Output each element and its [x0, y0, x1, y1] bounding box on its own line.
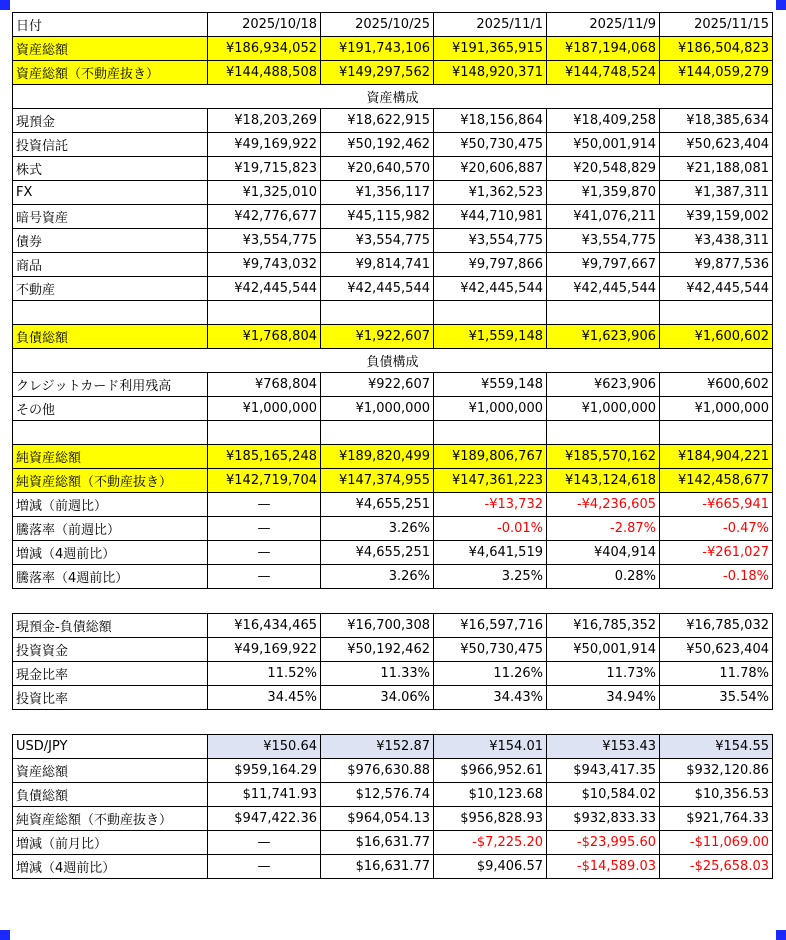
value-cell[interactable]: $921,764.33 [660, 807, 773, 831]
row-label-cell[interactable]: 商品 [13, 253, 208, 277]
value-cell[interactable]: $16,631.77 [321, 855, 434, 879]
value-cell[interactable]: ¥1,362,523 [434, 181, 547, 205]
value-cell[interactable]: ¥42,445,544 [321, 277, 434, 301]
value-cell[interactable]: — [208, 565, 321, 589]
row-label-cell[interactable]: USD/JPY [13, 735, 208, 759]
value-cell[interactable]: ¥189,820,499 [321, 445, 434, 469]
value-cell[interactable]: 3.26% [321, 517, 434, 541]
value-cell[interactable] [208, 301, 321, 325]
value-cell[interactable]: ¥144,059,279 [660, 61, 773, 85]
value-cell[interactable] [321, 301, 434, 325]
row-label-cell[interactable]: 現預金-負債総額 [13, 614, 208, 638]
main-table [12, 12, 773, 589]
table-row [13, 686, 773, 710]
table-row [13, 614, 773, 638]
value-cell[interactable]: ¥152.87 [321, 735, 434, 759]
table-row [13, 157, 773, 181]
value-cell[interactable] [547, 421, 660, 445]
value-cell[interactable]: ¥153.43 [547, 735, 660, 759]
header-row [13, 13, 773, 37]
value-cell[interactable]: -¥13,732 [434, 493, 547, 517]
value-cell[interactable]: ¥147,361,223 [434, 469, 547, 493]
row-label-cell[interactable]: 資産総額 [13, 37, 208, 61]
value-cell[interactable]: — [208, 517, 321, 541]
spreadsheet [12, 12, 772, 879]
value-cell[interactable]: ¥768,804 [208, 373, 321, 397]
row-label-cell[interactable]: 騰落率（4週前比） [13, 565, 208, 589]
date-cell[interactable]: 2025/11/9 [547, 13, 660, 37]
table-row [13, 133, 773, 157]
value-cell[interactable]: $12,576.74 [321, 783, 434, 807]
value-cell[interactable]: ¥50,192,462 [321, 133, 434, 157]
value-cell[interactable]: ¥18,385,634 [660, 109, 773, 133]
table-row [13, 638, 773, 662]
value-cell[interactable]: $11,741.93 [208, 783, 321, 807]
value-cell[interactable]: ¥3,554,775 [321, 229, 434, 253]
value-cell[interactable]: ¥1,387,311 [660, 181, 773, 205]
selection-handle-icon[interactable] [0, 0, 10, 10]
value-cell[interactable]: ¥42,445,544 [547, 277, 660, 301]
value-cell[interactable]: ¥144,488,508 [208, 61, 321, 85]
value-cell[interactable]: ¥50,623,404 [660, 638, 773, 662]
table-row [13, 565, 773, 589]
row-label-cell[interactable]: 投資比率 [13, 686, 208, 710]
value-cell[interactable]: ¥41,076,211 [547, 205, 660, 229]
value-cell[interactable]: $932,120.86 [660, 759, 773, 783]
value-cell[interactable]: ¥4,655,251 [321, 541, 434, 565]
value-cell[interactable]: ¥20,606,887 [434, 157, 547, 181]
value-cell[interactable]: $9,406.57 [434, 855, 547, 879]
value-cell[interactable]: ¥20,548,829 [547, 157, 660, 181]
table-row [13, 181, 773, 205]
value-cell[interactable]: ¥50,730,475 [434, 133, 547, 157]
table-row [13, 855, 773, 879]
value-cell[interactable]: ¥1,359,870 [547, 181, 660, 205]
value-cell[interactable]: ¥1,000,000 [547, 397, 660, 421]
row-label-cell[interactable]: 資産総額 [13, 759, 208, 783]
value-cell[interactable]: ¥4,655,251 [321, 493, 434, 517]
value-cell[interactable]: 0.28% [547, 565, 660, 589]
table-row [13, 445, 773, 469]
row-label-cell[interactable]: クレジットカード利用残高 [13, 373, 208, 397]
value-cell[interactable]: ¥50,001,914 [547, 133, 660, 157]
table-row [13, 229, 773, 253]
value-cell[interactable]: 11.78% [660, 662, 773, 686]
row-label-cell[interactable] [13, 421, 208, 445]
value-cell[interactable]: ¥600,602 [660, 373, 773, 397]
row-label-cell[interactable]: 純資産総額（不動産抜き） [13, 469, 208, 493]
table-row [13, 373, 773, 397]
row-label-cell[interactable]: 負債総額 [13, 325, 208, 349]
value-cell[interactable]: -0.18% [660, 565, 773, 589]
value-cell[interactable]: ¥3,554,775 [208, 229, 321, 253]
value-cell[interactable]: $966,952.61 [434, 759, 547, 783]
value-cell[interactable]: ¥3,554,775 [547, 229, 660, 253]
value-cell[interactable]: ¥185,165,248 [208, 445, 321, 469]
date-header-cell[interactable]: 日付 [13, 13, 208, 37]
value-cell[interactable] [434, 421, 547, 445]
row-label-cell[interactable]: 投資資金 [13, 638, 208, 662]
value-cell[interactable]: ¥4,641,519 [434, 541, 547, 565]
table-row [13, 493, 773, 517]
row-label-cell[interactable]: 資産総額（不動産抜き） [13, 61, 208, 85]
value-cell[interactable]: -0.01% [434, 517, 547, 541]
table-row [13, 61, 773, 85]
row-label-cell[interactable]: 暗号資産 [13, 205, 208, 229]
row-label-cell[interactable]: 増減（前週比） [13, 493, 208, 517]
table-row [13, 205, 773, 229]
value-cell[interactable]: 34.94% [547, 686, 660, 710]
value-cell[interactable]: ¥142,458,677 [660, 469, 773, 493]
table-row [13, 662, 773, 686]
row-label-cell[interactable]: 株式 [13, 157, 208, 181]
value-cell[interactable]: 11.26% [434, 662, 547, 686]
value-cell[interactable]: -¥261,027 [660, 541, 773, 565]
value-cell[interactable]: $16,631.77 [321, 831, 434, 855]
value-cell[interactable]: -$25,658.03 [660, 855, 773, 879]
value-cell[interactable]: ¥39,159,002 [660, 205, 773, 229]
value-cell[interactable]: ¥148,920,371 [434, 61, 547, 85]
table-row [13, 277, 773, 301]
value-cell[interactable]: $956,828.93 [434, 807, 547, 831]
table-row [13, 735, 773, 759]
value-cell[interactable]: ¥154.55 [660, 735, 773, 759]
value-cell[interactable]: ¥1,768,804 [208, 325, 321, 349]
value-cell[interactable]: ¥185,570,162 [547, 445, 660, 469]
table-row [13, 759, 773, 783]
value-cell[interactable]: ¥42,445,544 [434, 277, 547, 301]
value-cell[interactable]: ¥42,445,544 [660, 277, 773, 301]
ratio-table [12, 613, 773, 710]
value-cell[interactable]: -0.47% [660, 517, 773, 541]
row-label-cell[interactable]: 投資信託 [13, 133, 208, 157]
value-cell[interactable]: ¥191,365,915 [434, 37, 547, 61]
row-label-cell[interactable]: 現預金 [13, 109, 208, 133]
value-cell[interactable]: -2.87% [547, 517, 660, 541]
gap [12, 710, 772, 734]
row-label-cell[interactable]: 増減（4週前比） [13, 541, 208, 565]
value-cell[interactable]: $976,630.88 [321, 759, 434, 783]
row-label-cell[interactable]: 負債総額 [13, 783, 208, 807]
date-cell[interactable]: 2025/10/18 [208, 13, 321, 37]
value-cell[interactable]: ¥1,000,000 [660, 397, 773, 421]
value-cell[interactable]: 3.26% [321, 565, 434, 589]
value-cell[interactable]: -$14,589.03 [547, 855, 660, 879]
value-cell[interactable]: 34.45% [208, 686, 321, 710]
value-cell[interactable]: 11.33% [321, 662, 434, 686]
row-label-cell[interactable]: その他 [13, 397, 208, 421]
value-cell[interactable]: ¥623,906 [547, 373, 660, 397]
value-cell[interactable]: ¥1,000,000 [208, 397, 321, 421]
value-cell[interactable]: ¥9,797,866 [434, 253, 547, 277]
value-cell[interactable]: $964,054.13 [321, 807, 434, 831]
usd-table [12, 734, 773, 879]
table-row [13, 517, 773, 541]
table-row [13, 807, 773, 831]
value-cell[interactable]: ¥1,325,010 [208, 181, 321, 205]
value-cell[interactable]: ¥404,914 [547, 541, 660, 565]
value-cell[interactable]: -¥4,236,605 [547, 493, 660, 517]
value-cell[interactable]: ¥50,623,404 [660, 133, 773, 157]
row-label-cell[interactable]: 債券 [13, 229, 208, 253]
value-cell[interactable]: $932,833.33 [547, 807, 660, 831]
value-cell[interactable]: ¥9,877,536 [660, 253, 773, 277]
table-row [13, 469, 773, 493]
value-cell[interactable]: — [208, 493, 321, 517]
value-cell[interactable]: 3.25% [434, 565, 547, 589]
value-cell[interactable]: ¥9,814,741 [321, 253, 434, 277]
value-cell[interactable]: $10,123.68 [434, 783, 547, 807]
table-row [13, 421, 773, 445]
value-cell[interactable] [660, 301, 773, 325]
value-cell[interactable] [547, 301, 660, 325]
value-cell[interactable]: — [208, 855, 321, 879]
table-row [13, 253, 773, 277]
row-label-cell[interactable]: 現金比率 [13, 662, 208, 686]
value-cell[interactable]: 11.73% [547, 662, 660, 686]
value-cell[interactable]: ¥143,124,618 [547, 469, 660, 493]
value-cell[interactable]: ¥1,559,148 [434, 325, 547, 349]
value-cell[interactable]: ¥142,719,704 [208, 469, 321, 493]
table-row [13, 783, 773, 807]
date-cell[interactable]: 2025/11/1 [434, 13, 547, 37]
value-cell[interactable] [434, 301, 547, 325]
value-cell[interactable]: ¥144,748,524 [547, 61, 660, 85]
value-cell[interactable]: ¥50,192,462 [321, 638, 434, 662]
value-cell[interactable] [208, 421, 321, 445]
value-cell[interactable]: ¥1,356,117 [321, 181, 434, 205]
table-row [13, 325, 773, 349]
value-cell[interactable]: ¥189,806,767 [434, 445, 547, 469]
value-cell[interactable]: $943,417.35 [547, 759, 660, 783]
value-cell[interactable]: $959,164.29 [208, 759, 321, 783]
value-cell[interactable]: ¥49,169,922 [208, 638, 321, 662]
row-label-cell[interactable]: 純資産総額 [13, 445, 208, 469]
value-cell[interactable]: ¥50,730,475 [434, 638, 547, 662]
value-cell[interactable]: ¥187,194,068 [547, 37, 660, 61]
value-cell[interactable]: ¥16,700,308 [321, 614, 434, 638]
date-cell[interactable]: 2025/10/25 [321, 13, 434, 37]
value-cell[interactable]: ¥18,409,258 [547, 109, 660, 133]
value-cell[interactable]: 34.06% [321, 686, 434, 710]
value-cell[interactable]: ¥150.64 [208, 735, 321, 759]
value-cell[interactable]: $10,584.02 [547, 783, 660, 807]
value-cell[interactable]: ¥16,597,716 [434, 614, 547, 638]
table-row [13, 831, 773, 855]
value-cell[interactable]: — [208, 831, 321, 855]
value-cell[interactable]: 11.52% [208, 662, 321, 686]
value-cell[interactable]: -$7,225.20 [434, 831, 547, 855]
value-cell[interactable]: ¥9,797,667 [547, 253, 660, 277]
value-cell[interactable]: ¥9,743,032 [208, 253, 321, 277]
section-row [13, 349, 773, 373]
value-cell[interactable]: 34.43% [434, 686, 547, 710]
value-cell[interactable]: ¥1,600,602 [660, 325, 773, 349]
selection-handle-icon[interactable] [0, 930, 10, 940]
row-label-cell[interactable]: 騰落率（前週比） [13, 517, 208, 541]
value-cell[interactable]: -¥665,941 [660, 493, 773, 517]
selection-handle-icon[interactable] [776, 930, 786, 940]
value-cell[interactable]: ¥1,000,000 [321, 397, 434, 421]
table-row [13, 109, 773, 133]
table-row [13, 301, 773, 325]
value-cell[interactable]: -$11,069.00 [660, 831, 773, 855]
gap [12, 589, 772, 613]
table-row [13, 37, 773, 61]
value-cell[interactable] [660, 421, 773, 445]
table-row [13, 541, 773, 565]
value-cell[interactable]: -$23,995.60 [547, 831, 660, 855]
value-cell[interactable]: ¥16,785,352 [547, 614, 660, 638]
value-cell[interactable]: $947,422.36 [208, 807, 321, 831]
value-cell[interactable]: ¥1,000,000 [434, 397, 547, 421]
row-label-cell[interactable]: 不動産 [13, 277, 208, 301]
value-cell[interactable]: ¥16,785,032 [660, 614, 773, 638]
value-cell[interactable]: — [208, 541, 321, 565]
value-cell[interactable]: ¥18,203,269 [208, 109, 321, 133]
value-cell[interactable]: ¥154.01 [434, 735, 547, 759]
row-label-cell[interactable]: 増減（前月比） [13, 831, 208, 855]
value-cell[interactable]: ¥45,115,982 [321, 205, 434, 229]
value-cell[interactable]: ¥20,640,570 [321, 157, 434, 181]
value-cell[interactable]: ¥18,622,915 [321, 109, 434, 133]
value-cell[interactable]: ¥19,715,823 [208, 157, 321, 181]
value-cell[interactable]: ¥50,001,914 [547, 638, 660, 662]
section-header[interactable]: 負債構成 [13, 349, 773, 373]
value-cell[interactable]: ¥1,623,906 [547, 325, 660, 349]
table-row [13, 397, 773, 421]
section-row [13, 85, 773, 109]
value-cell[interactable]: ¥21,188,081 [660, 157, 773, 181]
value-cell[interactable]: ¥42,445,544 [208, 277, 321, 301]
selection-handle-icon[interactable] [776, 0, 786, 10]
value-cell[interactable]: ¥147,374,955 [321, 469, 434, 493]
value-cell[interactable]: ¥3,554,775 [434, 229, 547, 253]
value-cell[interactable]: $10,356.53 [660, 783, 773, 807]
value-cell[interactable]: ¥191,743,106 [321, 37, 434, 61]
row-label-cell[interactable] [13, 301, 208, 325]
value-cell[interactable]: ¥44,710,981 [434, 205, 547, 229]
value-cell[interactable]: ¥49,169,922 [208, 133, 321, 157]
value-cell[interactable]: ¥16,434,465 [208, 614, 321, 638]
value-cell[interactable] [321, 421, 434, 445]
value-cell[interactable]: ¥922,607 [321, 373, 434, 397]
value-cell[interactable]: ¥149,297,562 [321, 61, 434, 85]
row-label-cell[interactable]: 純資産総額（不動産抜き） [13, 807, 208, 831]
value-cell[interactable]: ¥186,934,052 [208, 37, 321, 61]
value-cell[interactable]: ¥1,922,607 [321, 325, 434, 349]
date-cell[interactable]: 2025/11/15 [660, 13, 773, 37]
section-header[interactable]: 資産構成 [13, 85, 773, 109]
row-label-cell[interactable]: 増減（4週前比） [13, 855, 208, 879]
row-label-cell[interactable]: FX [13, 181, 208, 205]
value-cell[interactable]: ¥186,504,823 [660, 37, 773, 61]
value-cell[interactable]: 35.54% [660, 686, 773, 710]
value-cell[interactable]: ¥184,904,221 [660, 445, 773, 469]
value-cell[interactable]: ¥42,776,677 [208, 205, 321, 229]
value-cell[interactable]: ¥18,156,864 [434, 109, 547, 133]
value-cell[interactable]: ¥3,438,311 [660, 229, 773, 253]
value-cell[interactable]: ¥559,148 [434, 373, 547, 397]
